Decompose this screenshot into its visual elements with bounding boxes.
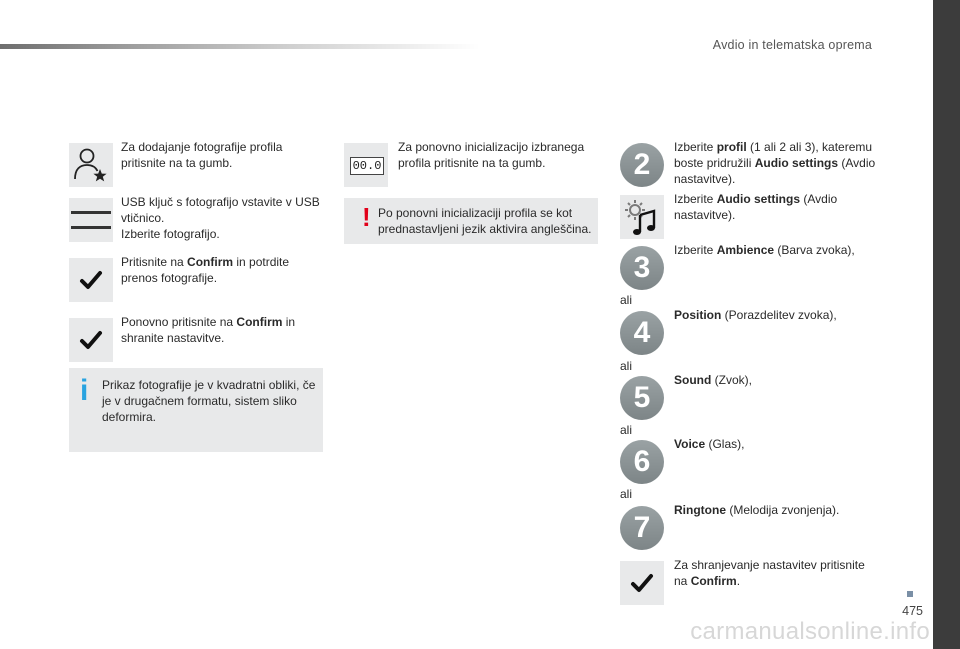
reset-button-icon bbox=[344, 143, 388, 187]
step-insert-usb-text bbox=[121, 194, 326, 242]
warning-note-text: Po ponovni inicializaciji profila se kot prednastavljeni jezik aktivira angleščina. bbox=[378, 206, 592, 236]
save-pre: Za shranjevanje nastavitev pritisnite na bbox=[674, 558, 865, 588]
confirm-keyword: Confirm bbox=[236, 315, 283, 329]
step-badge-3: 3 bbox=[620, 246, 664, 290]
step-confirm-pre: Pritisnite na bbox=[121, 255, 188, 269]
confirm-check-icon bbox=[620, 561, 664, 605]
step-7-post: (Melodija zvonjenja). bbox=[726, 503, 840, 517]
save-settings-text bbox=[674, 557, 874, 589]
or-label: ali bbox=[620, 487, 633, 501]
confirm-check-icon bbox=[69, 258, 113, 302]
confirm-check-icon bbox=[69, 318, 113, 362]
step-confirm-save-text bbox=[121, 314, 311, 346]
step-3-text bbox=[674, 242, 879, 258]
profile-keyword: profil bbox=[716, 140, 747, 154]
step-confirm-post: in potrdite prenos fotografije. bbox=[121, 255, 290, 285]
audio-settings-text bbox=[674, 191, 879, 223]
step-badge-6: 6 bbox=[620, 440, 664, 484]
or-label: ali bbox=[620, 359, 633, 373]
step-2-text bbox=[674, 139, 879, 187]
confirm-keyword: Confirm bbox=[690, 574, 737, 588]
step-2-mid: (1 ali 2 ali 3), kateremu boste pridružili bbox=[674, 140, 873, 170]
step-select-photo-line: Izberite fotografijo. bbox=[121, 227, 220, 241]
page-title: Avdio in telematska oprema bbox=[712, 38, 872, 52]
warning-icon: ! bbox=[362, 202, 371, 232]
position-keyword: Position bbox=[674, 308, 722, 322]
info-icon: i bbox=[80, 374, 89, 407]
watermark: carmanualsonline.info bbox=[690, 618, 930, 645]
ringtone-keyword: Ringtone bbox=[674, 503, 726, 517]
step-badge-2: 2 bbox=[620, 143, 664, 187]
save-post: . bbox=[736, 574, 741, 588]
audio-post: (Avdio nastavitve). bbox=[674, 192, 838, 222]
step-2-pre: Izberite bbox=[674, 140, 717, 154]
step-badge-4: 4 bbox=[620, 311, 664, 355]
reset-profile-text: Za ponovno inicializacijo izbranega profila pritisnite na ta gumb. bbox=[398, 140, 585, 170]
voice-keyword: Voice bbox=[674, 437, 706, 451]
step-6-post: (Glas), bbox=[705, 437, 745, 451]
usb-slot-icon bbox=[69, 198, 113, 242]
ambience-keyword: Ambience bbox=[716, 243, 775, 257]
page-marker bbox=[907, 591, 913, 597]
audio-settings-keyword: Audio settings bbox=[754, 156, 839, 170]
step-3-post: (Barva zvoka), bbox=[774, 243, 855, 257]
step-3-pre: Izberite bbox=[674, 243, 717, 257]
sound-keyword: Sound bbox=[674, 373, 712, 387]
confirm-keyword: Confirm bbox=[187, 255, 234, 269]
step-2-post: (Avdio nastavitve). bbox=[674, 156, 876, 186]
audio-pre: Izberite bbox=[674, 192, 717, 206]
header-rule bbox=[0, 44, 480, 49]
profile-photo-icon bbox=[69, 143, 113, 187]
or-label: ali bbox=[620, 293, 633, 307]
step-add-photo-text: Za dodajanje fotografije profila pritisnite na ta gumb. bbox=[121, 140, 283, 170]
or-label: ali bbox=[620, 423, 633, 437]
step-confirm-save-post: in shranite nastavitve. bbox=[121, 315, 296, 345]
info-note-text: Prikaz fotografije je v kvadratni obliki, če je v drugačnem formatu, sistem sliko deformira. bbox=[102, 378, 316, 424]
page-number: 475 bbox=[902, 604, 923, 618]
side-tab bbox=[933, 0, 960, 649]
step-4-text bbox=[674, 307, 879, 323]
step-5-text bbox=[674, 372, 879, 388]
step-badge-5: 5 bbox=[620, 376, 664, 420]
info-note bbox=[69, 368, 323, 452]
audio-settings-keyword: Audio settings bbox=[716, 192, 801, 206]
step-7-text bbox=[674, 502, 879, 518]
step-4-post: (Porazdelitev zvoka), bbox=[721, 308, 837, 322]
step-badge-7: 7 bbox=[620, 506, 664, 550]
warning-note bbox=[344, 198, 598, 244]
step-insert-usb-line1: USB ključ s fotografijo vstavite v USB vtičnico. bbox=[121, 195, 320, 225]
step-confirm-transfer-text bbox=[121, 254, 311, 286]
step-confirm-save-pre: Ponovno pritisnite na bbox=[121, 315, 237, 329]
audio-settings-icon bbox=[620, 195, 664, 239]
step-5-post: (Zvok), bbox=[711, 373, 752, 387]
step-6-text bbox=[674, 436, 879, 452]
reset-display-label: 00.0 bbox=[350, 157, 384, 175]
